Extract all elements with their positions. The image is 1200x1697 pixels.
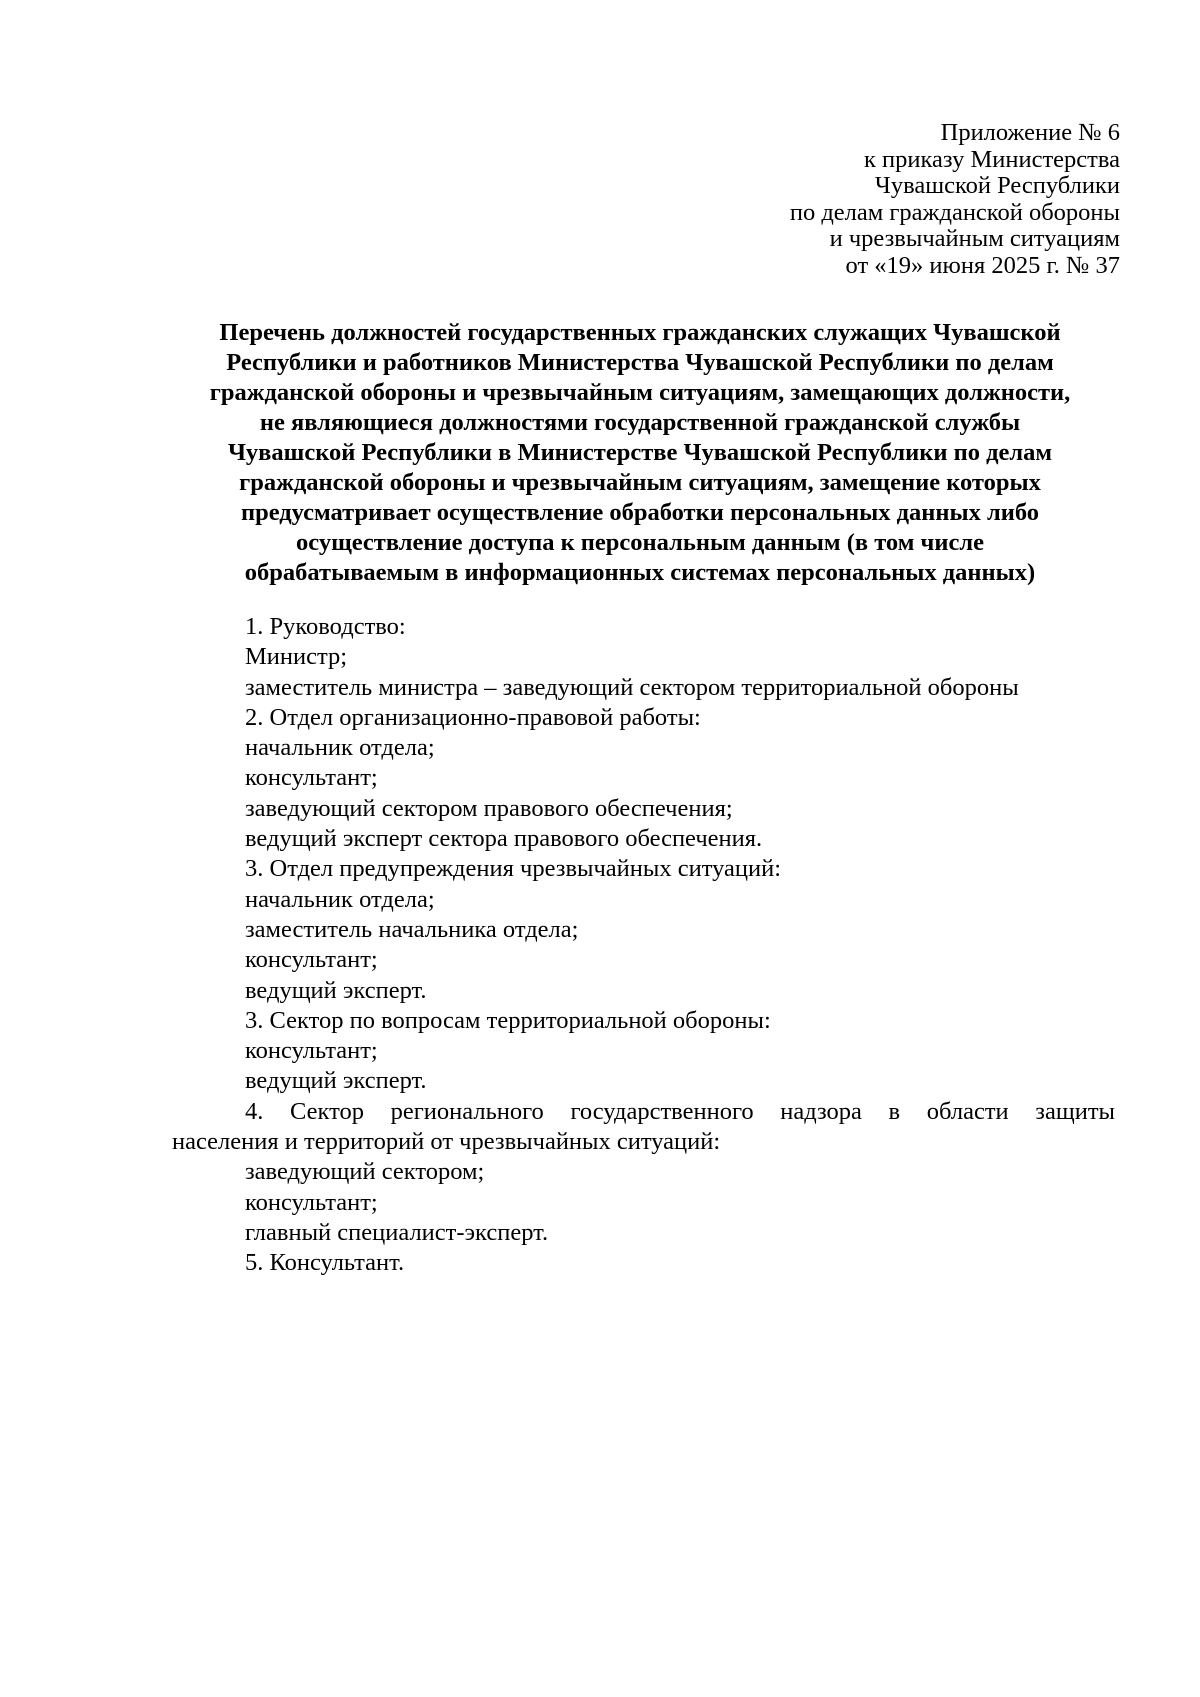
list-item: Министр;	[245, 643, 348, 671]
list-item: заместитель министра – заведующий сектором территориальной обороны	[245, 673, 1019, 701]
section-heading-continuation: населения и территорий от чрезвычайных ситуаций:	[172, 1128, 721, 1156]
annex-header	[420, 120, 1120, 279]
list-item: ведущий эксперт.	[245, 1067, 427, 1095]
list-item: начальник отдела;	[245, 734, 435, 762]
list-item: консультант;	[245, 1188, 378, 1216]
title-line: обрабатываемым в информационных системах персональных данных)	[244, 559, 1036, 586]
list-item: ведущий эксперт сектора правового обеспечения.	[245, 825, 763, 853]
document-title	[170, 318, 1110, 588]
list-item: ведущий эксперт.	[245, 976, 427, 1004]
title-line: гражданской обороны и чрезвычайным ситуациям, замещение которых	[239, 469, 1041, 496]
title-line: осуществление доступа к персональным данным (в том числе	[296, 529, 984, 556]
annex-ministry-line2: и чрезвычайным ситуациям	[829, 225, 1120, 252]
title-line: предусматривает осуществление обработки персональных данных либо	[240, 499, 1040, 526]
list-item: консультант;	[245, 764, 378, 792]
section-heading: 4. Сектор регионального государственного надзора в области защиты	[245, 1097, 1115, 1125]
positions-list	[172, 612, 1115, 1279]
section-heading: 1. Руководство:	[245, 613, 406, 640]
section-heading: 5. Консультант.	[245, 1249, 405, 1277]
title-line: гражданской обороны и чрезвычайным ситуациям, замещающих должности,	[209, 379, 1071, 406]
list-item: главный специалист-эксперт.	[245, 1218, 549, 1246]
section-heading: 3. Сектор по вопросам территориальной обороны:	[245, 1006, 771, 1034]
annex-order-ref: к приказу Министерства	[864, 145, 1120, 173]
title-line: не являющиеся должностями государственной гражданской службы	[259, 409, 1021, 436]
section-heading: 3. Отдел предупреждения чрезвычайных ситуаций:	[245, 855, 782, 883]
list-item: заведующий сектором правового обеспечения;	[245, 794, 733, 822]
list-item: заведующий сектором;	[245, 1158, 485, 1186]
annex-date: от «19» июня 2025 г. № 37	[845, 251, 1120, 279]
section-heading: 2. Отдел организационно-правовой работы:	[245, 703, 701, 731]
list-item: консультант;	[245, 1037, 378, 1065]
list-item: консультант;	[245, 946, 378, 974]
annex-ministry-line1: по делам гражданской обороны	[789, 198, 1120, 226]
annex-number: Приложение № 6	[940, 119, 1120, 146]
annex-republic: Чувашской Республики	[874, 172, 1120, 199]
title-line: Чувашской Республики в Министерстве Чувашской Республики по делам	[227, 439, 1053, 466]
list-item: заместитель начальника отдела;	[245, 915, 579, 943]
list-item: начальник отдела;	[245, 885, 435, 913]
title-line: Республики и работников Министерства Чувашской Республики по делам	[226, 349, 1054, 376]
title-line: Перечень должностей государственных гражданских служащих Чувашской	[219, 319, 1061, 346]
